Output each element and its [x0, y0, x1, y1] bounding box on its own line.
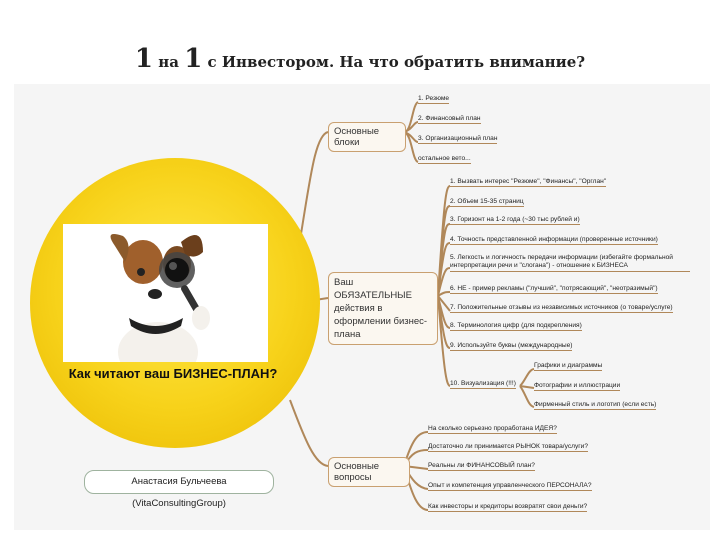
node2-item-4: 4. Точность представленной информации (проверенные источники) [450, 236, 658, 243]
node2-item-8: 8. Терминология цифр (для подкрепления) [450, 322, 582, 329]
node1-item-2: 2. Финансовый план [418, 115, 481, 122]
node2-item-6: 6. НЕ - пример рекламы ("лучший", "потрясающий", "неотразимый") [450, 285, 658, 292]
node2-item-9: 9. Используйте буквы (международные) [450, 342, 573, 349]
visual-item-charts: Графики и диаграммы [534, 362, 603, 369]
node3-item-2: Достаточно ли принимается РЫНОК товара/услуги? [428, 443, 589, 450]
node2-item-2: 2. Объем 15-35 страниц [450, 198, 524, 205]
node2-item-1: 1. Вызвать интерес "Резюме", "Финансы", "Орглан" [450, 178, 607, 185]
node3-item-3: Реальны ли ФИНАНСОВЫЙ план? [428, 462, 535, 469]
dog-with-magnifier-illustration [63, 224, 268, 362]
title-number-2: 1 [184, 44, 203, 74]
node2-item-7: 7. Положительные отзывы из независимых источников (о товаре/услуге) [450, 304, 673, 311]
visual-item-photos: Фотографии и иллюстрации [534, 382, 621, 389]
node3-item-5: Как инвесторы и кредиторы возвратят свои деньги? [428, 503, 588, 510]
title-number-1: 1 [134, 44, 154, 74]
node-main-questions: Основные вопросы [328, 457, 410, 487]
node3-item-1: На сколько серьезно проработана ИДЕЯ? [428, 425, 557, 432]
node3-item-4: Опыт и компетенция управленческого ПЕРСОНАЛА? [428, 482, 592, 489]
link-root-node3 [290, 400, 328, 466]
image-caption: Как читают ваш БИЗНЕС-ПЛАН? [68, 366, 278, 381]
node-main-blocks: Основные блоки [328, 122, 406, 152]
link-root-node1 [300, 132, 328, 240]
node1-item-4: остальное вето... [418, 155, 471, 162]
link-visual-items [520, 369, 534, 407]
node2-item-10: 10. Визуализация (!!!) [450, 380, 516, 387]
link-node1-items [404, 102, 418, 162]
dog-photo [63, 224, 268, 362]
node2-item-3: 3. Горизонт на 1-2 года (~30 тыс рублей и) [450, 216, 580, 223]
author-label: Анастасия Бульчеева (VitaConsultingGroup) [84, 470, 274, 494]
link-node2-items [438, 186, 450, 386]
title-word-na: на [158, 53, 179, 71]
title-rest: с Инвестором. На что обратить внимание? [207, 53, 586, 71]
node1-item-1: 1. Резюме [418, 95, 450, 102]
visual-item-brand: Фирменный стиль и логотип (если есть) [534, 401, 657, 408]
node2-item-5: 5. Легкость и логичность передачи информации (избегайте формальной интерпретации речи и "слогана") - отношение к БИЗНЕСА [450, 254, 690, 272]
node-mandatory-actions: Ваш ОБЯЗАТЕЛЬНЫЕ действия в оформлении бизнес-плана [328, 272, 438, 345]
node1-item-3: 3. Организационный план [418, 135, 498, 142]
